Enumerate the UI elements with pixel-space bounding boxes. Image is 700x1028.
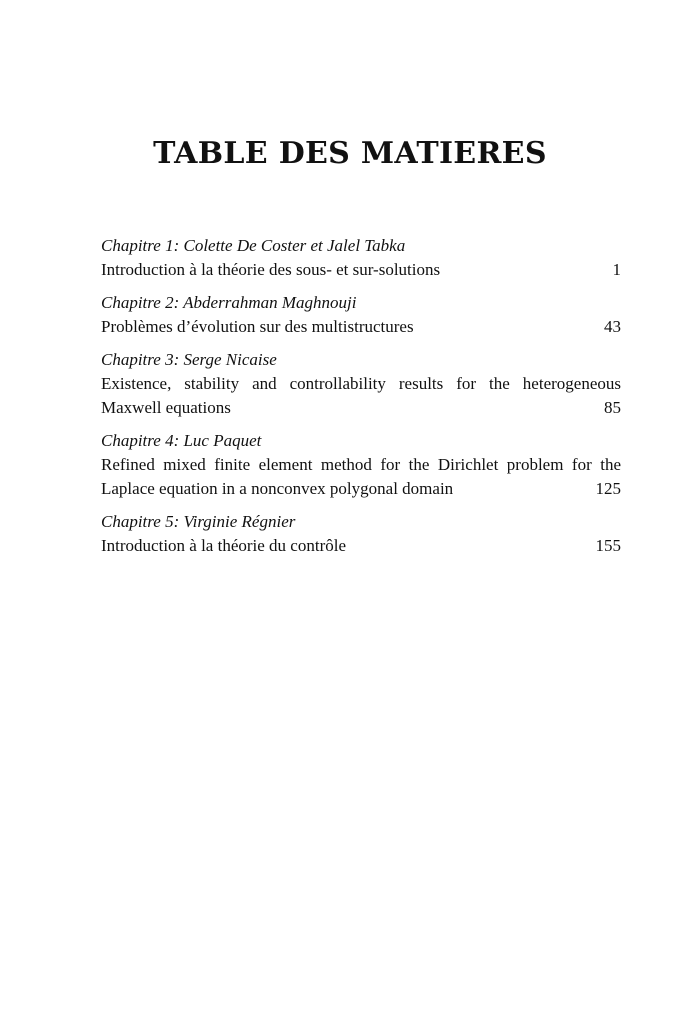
chapter-title-line	[101, 396, 621, 420]
toc-entry-1	[101, 234, 621, 282]
page-title: TABLE DES MATIERES	[153, 136, 547, 171]
chapter-title-line	[101, 477, 621, 501]
chapter-title-line	[101, 315, 621, 339]
chapter-heading: Chapitre 2: Abderrahman Maghnouji	[101, 293, 357, 312]
toc-entry-2	[101, 291, 621, 339]
chapter-title-continued: Maxwell equations	[101, 398, 231, 417]
page-number: 85	[604, 398, 621, 417]
chapter-title: Refined mixed finite element method for the Dirichlet problem for the	[101, 455, 621, 474]
chapter-title: Problèmes d’évolution sur des multistructures	[101, 317, 414, 336]
page-number: 155	[595, 536, 621, 555]
toc-entry-4	[101, 429, 621, 501]
toc-entry-5	[101, 510, 621, 558]
chapter-title: Introduction à la théorie des sous- et sur-solutions	[101, 260, 441, 279]
page-number: 1	[612, 260, 621, 279]
chapter-title: Introduction à la théorie du contrôle	[101, 536, 346, 555]
chapter-title-line	[101, 258, 621, 282]
chapter-heading: Chapitre 5: Virginie Régnier	[101, 512, 296, 531]
chapter-heading: Chapitre 4: Luc Paquet	[101, 431, 262, 450]
page-number: 43	[604, 317, 621, 336]
chapter-title: Existence, stability and controllability results for the heterogeneous	[101, 374, 621, 393]
chapter-heading: Chapitre 1: Colette De Coster et Jalel Tabka	[101, 236, 406, 255]
chapter-title-continued: Laplace equation in a nonconvex polygonal domain	[101, 479, 454, 498]
chapter-heading: Chapitre 3: Serge Nicaise	[101, 350, 277, 369]
page-number: 125	[595, 479, 621, 498]
toc-entry-3	[101, 348, 621, 420]
chapter-title-line	[101, 534, 621, 558]
table-of-contents	[101, 234, 621, 560]
